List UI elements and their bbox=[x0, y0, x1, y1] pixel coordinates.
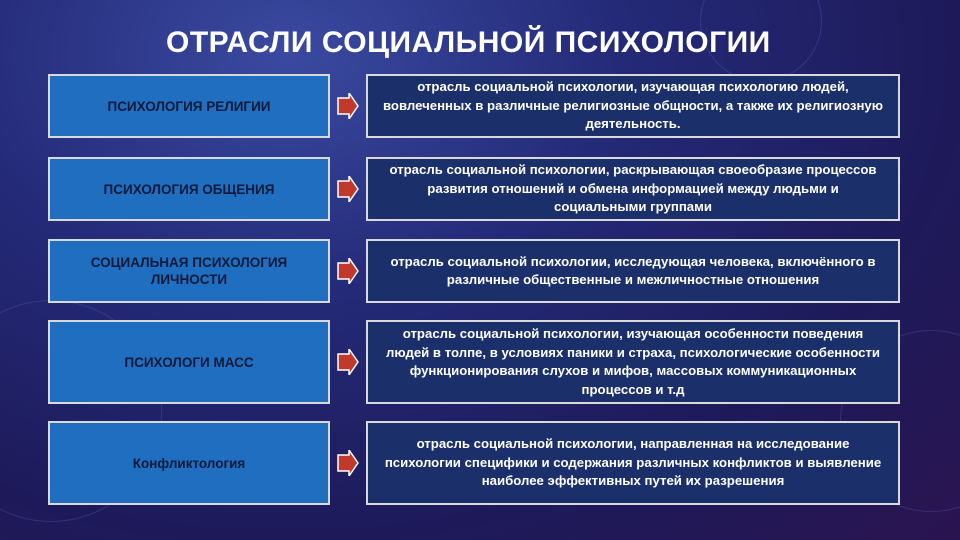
arrow-right-icon bbox=[337, 258, 359, 284]
term-box: ПСИХОЛОГИ МАСС bbox=[48, 320, 330, 404]
term-box: ПСИХОЛОГИЯ РЕЛИГИИ bbox=[48, 74, 330, 138]
branch-row-conflictology bbox=[48, 421, 900, 505]
arrow-right-icon bbox=[337, 450, 359, 476]
branch-row-personality bbox=[48, 239, 900, 303]
term-box: ПСИХОЛОГИЯ ОБЩЕНИЯ bbox=[48, 157, 330, 221]
branch-row-mass bbox=[48, 320, 900, 404]
branch-row-religion bbox=[48, 74, 900, 138]
page-title: ОТРАСЛИ СОЦИАЛЬНОЙ ПСИХОЛОГИИ bbox=[166, 26, 771, 59]
arrow-right-icon bbox=[337, 176, 359, 202]
term-box: Конфликтология bbox=[48, 421, 330, 505]
definition-box: отрасль социальной психологии, направленная на исследование психологии специфики и содержания различных конфликтов и выявление наиболее эффективных путей их разрешения bbox=[366, 421, 900, 505]
definition-box: отрасль социальной психологии, раскрывающая своеобразие процессов развития отношений и обмена информацией между людьми и социальными группами bbox=[366, 157, 900, 221]
definition-box: отрасль социальной психологии, исследующая человека, включённого в различные общественные и межличностные отношения bbox=[366, 239, 900, 303]
branch-row-communication bbox=[48, 157, 900, 221]
term-box: СОЦИАЛЬНАЯ ПСИХОЛОГИЯ ЛИЧНОСТИ bbox=[48, 239, 330, 303]
arrow-right-icon bbox=[337, 93, 359, 119]
definition-box: отрасль социальной психологии, изучающая психологию людей, вовлеченных в различные религиозные общности, а также их религиозную деятельность. bbox=[366, 74, 900, 138]
arrow-right-icon bbox=[337, 349, 359, 375]
definition-box: отрасль социальной психологии, изучающая особенности поведения людей в толпе, в условиях паники и страха, психологические особенности функционирования слухов и мифов, массовых коммуникационных процессов и т.д bbox=[366, 320, 900, 404]
